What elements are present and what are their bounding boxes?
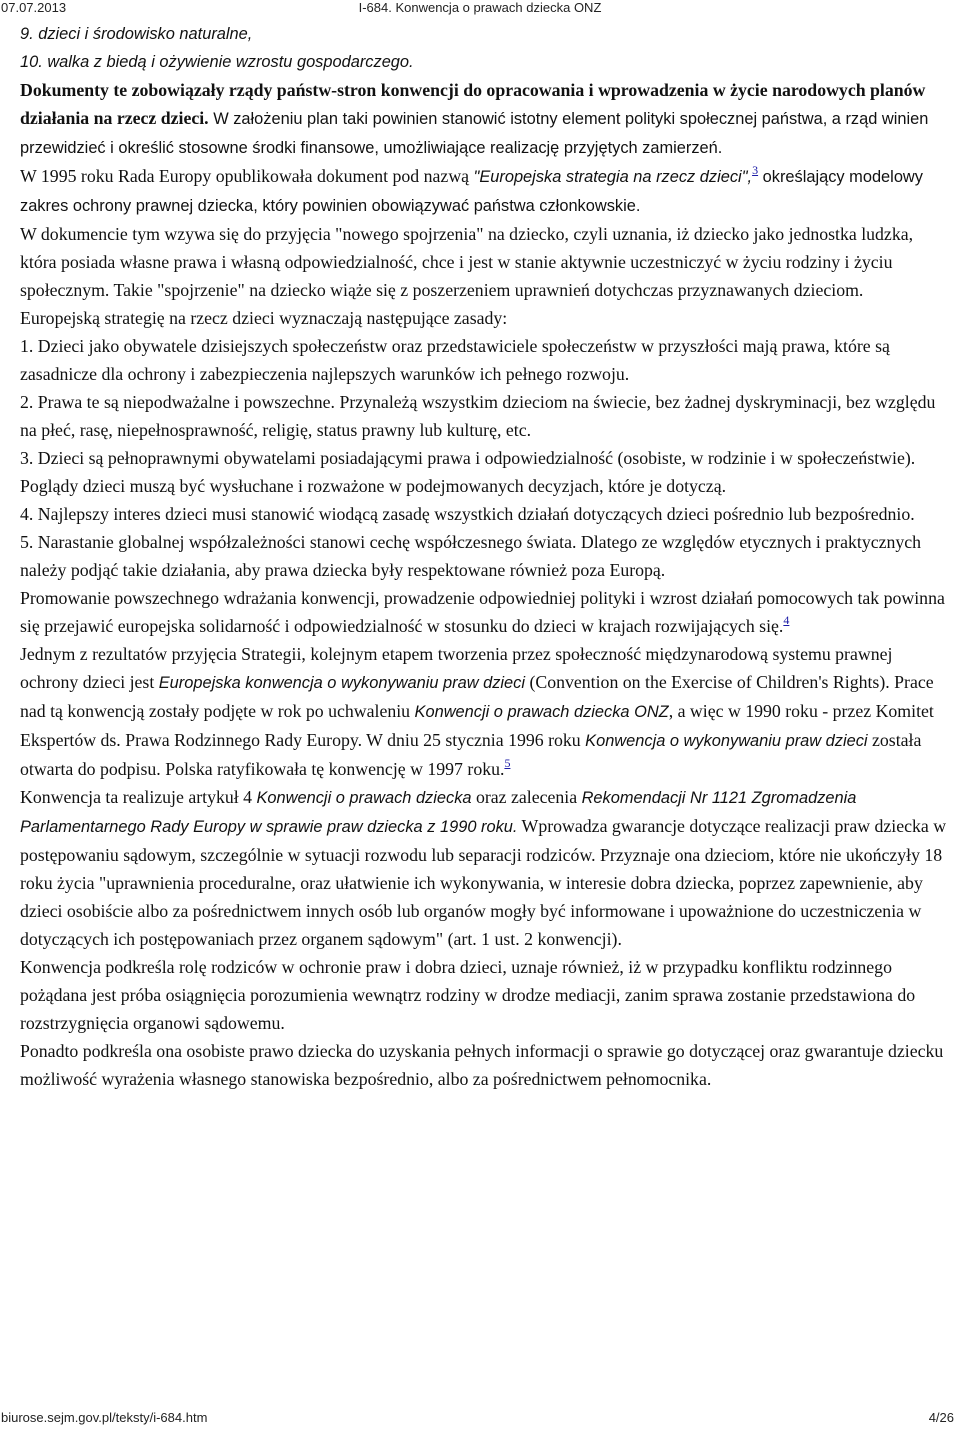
paragraph-text: Wprowadza gwarancje dotyczące realizacji praw dziecka w postępowaniu sądowym, szczególnie w sytuacji rozwodu lub separacji rodziców. Przyznaje ona dzieciom, które nie ukończyły 18 roku życia "uprawnienia proceduralne, oraz ułatwienie ich wykonywania, w interesie dobra dziecka, poprzez zapewnienie, aby dzieci osobiście albo za pośrednictwem innych osób lub organów mogły być informowane i upoważnione do uczestniczenia w dotyczących ich postępowaniach przez organem sądowym" (art. 1 ust. 2 konwencji).: [20, 816, 947, 949]
paragraph-text: została otwarta do podpisu. Polska ratyfikowała tę konwencję w 1997 roku.: [20, 730, 922, 779]
list-item-9: 9. dzieci i środowisko naturalne,: [20, 25, 253, 43]
principle-2: 2. Prawa te są niepodważalne i powszechne. Przynależą wszystkim dzieciom na świecie, bez żadnej dyskryminacji, bez względu na płeć, rasę, niepełnosprawność, religię, status prawny lub kulturę, etc.: [20, 392, 936, 440]
paragraph-principles-intro: Europejską strategię na rzecz dzieci wyznaczają następujące zasady:: [20, 308, 508, 328]
paragraph-text: Jednym z rezultatów przyjęcia Strategii, kolejnym etapem tworzenia przez społeczność międzynarodową systemu prawnej ochrony dzieci jest: [20, 644, 893, 692]
paragraph-new-view: W dokumencie tym wzywa się do przyjęcia "nowego spojrzenia" na dziecko, czyli uznania, iż dziecko jako jednostka ludzka, która posiada własne prawa i własną odpowiedzialność, chce i jest w stanie aktywnie uczestniczyć w życiu rodziny i życiu społecznym. Takie "spojrzenie" na dziecko wiąże się z poszerzeniem uprawnień dotychczas przyznawanych dzieciom.: [20, 224, 914, 300]
italic-title: Rekomendacji Nr 1121 Zgromadzenia Parlamentarnego Rady Europy w sprawie praw dziecka z 1990 roku.: [20, 789, 857, 836]
paragraph-strategy-1995: [20, 162, 950, 220]
paragraph-text: , a więc w 1990 roku - przez Komitet Ekspertów ds. Prawa Rodzinnego Rady Europy. W dniu 25 stycznia 1996 roku: [20, 701, 934, 750]
paragraph-text: Konwencja ta realizuje artykuł 4: [20, 787, 257, 807]
italic-title: Europejska konwencja o wykonywaniu praw dzieci: [158, 674, 525, 692]
paragraph-text: oraz zalecenia: [471, 787, 582, 807]
italic-title: "Europejska strategia na rzecz dzieci",: [473, 168, 753, 186]
paragraph-text: W założeniu plan taki powinien stanowić istotny element polityki społecznej państwa, a rząd winien przewidzieć i określić stosowne środki finansowe, umożliwiające realizację przyjętych zamierzeń.: [20, 110, 929, 157]
paragraph-text: określający modelowy zakres ochrony prawnej dziecka, który powinien obowiązywać państwa członkowskie.: [20, 168, 923, 215]
principle-5: 5. Narastanie globalnej współzależności stanowi cechę współczesnego świata. Dlatego ze względów etycznych i praktycznych należy podjąć takie działania, aby prawa dziecka były respektowane również poza Europą.: [20, 532, 922, 580]
footnote-link-4[interactable]: 4: [783, 613, 790, 627]
list-item-10: 10. walka z biedą i ożywienie wzrostu gospodarczego.: [20, 53, 414, 71]
paragraph-text: (Convention on the Exercise of Children's Rights). Prace nad tą konwencją zostały podjęte w rok po uchwaleniu: [20, 672, 934, 721]
bold-text: Dokumenty te zobowiązały rządy państw-stron konwencji do opracowania i wprowadzenia w życie narodowych planów działania na rzecz dzieci.: [20, 80, 926, 128]
paragraph-article-4: [20, 783, 950, 953]
print-date: 07.07.2013: [1, 0, 67, 15]
paragraph-european-convention: [20, 640, 950, 783]
paragraph-text: Promowanie powszechnego wdrażania konwencji, prowadzenie odpowiedniej polityki i wzrost działań pomocowych tak powinna się przejawić europejska solidarność i odpowiedzialność w stosunku do dzieci w krajach rozwijających się.: [20, 588, 945, 636]
paragraph-parents-role: Konwencja podkreśla rolę rodziców w ochronie praw i dobra dzieci, uznaje również, iż w przypadku konfliktu rodzinnego pożądana jest próba osiągnięcia porozumienia wewnątrz rodziny w drodze mediacji, zanim sprawa zostanie przedstawiona do rozstrzygnięcia organowi sądowemu.: [20, 957, 916, 1033]
page-number: 4/26: [928, 1410, 954, 1425]
paragraph-solidarity: [20, 584, 950, 640]
italic-title: Konwencji o prawach dziecka ONZ: [414, 703, 669, 721]
print-header: [0, 0, 960, 16]
principle-3: 3. Dzieci są pełnoprawnymi obywatelami posiadającymi prawa i odpowiedzialność (osobiste, w rodzinie i w społeczeństwie). Poglądy dzieci muszą być wysłuchane i rozważone w podejmowanych decyzjach, które je dotyczą.: [20, 448, 916, 496]
paragraph-text: W 1995 roku Rada Europy opublikowała dokument pod nazwą: [20, 166, 474, 186]
italic-title: Konwencja o wykonywaniu praw dzieci: [585, 732, 868, 750]
page-url[interactable]: biurose.sejm.gov.pl/teksty/i-684.htm: [1, 1410, 208, 1425]
print-title: I-684. Konwencja o prawach dziecka ONZ: [358, 0, 602, 15]
footnote-link-5[interactable]: 5: [504, 756, 511, 770]
paragraph-information-right: Ponadto podkreśla ona osobiste prawo dziecka do uzyskania pełnych informacji o sprawie go dotyczącej oraz gwarantuje dziecku możliwość wyrażenia własnego stanowiska bezpośrednio, albo za pośrednictwem pełnomocnika.: [20, 1041, 944, 1089]
paragraph-national-plans: [20, 76, 950, 162]
italic-title: Konwencji o prawach dziecka: [256, 789, 472, 807]
principle-4: 4. Najlepszy interes dzieci musi stanowić wiodącą zasadę wszystkich działań dotyczących dzieci pośrednio lub bezpośrednio.: [20, 504, 915, 524]
document-body: [20, 20, 950, 1093]
principle-1: 1. Dzieci jako obywatele dzisiejszych społeczeństw oraz przedstawiciele społeczeństw w przyszłości mają prawa, które są zasadnicze dla ochrony i zabezpieczenia najlepszych warunków ich pełnego rozwoju.: [20, 336, 890, 384]
footnote-link-3[interactable]: 3: [752, 163, 759, 177]
print-footer: [0, 1410, 960, 1426]
